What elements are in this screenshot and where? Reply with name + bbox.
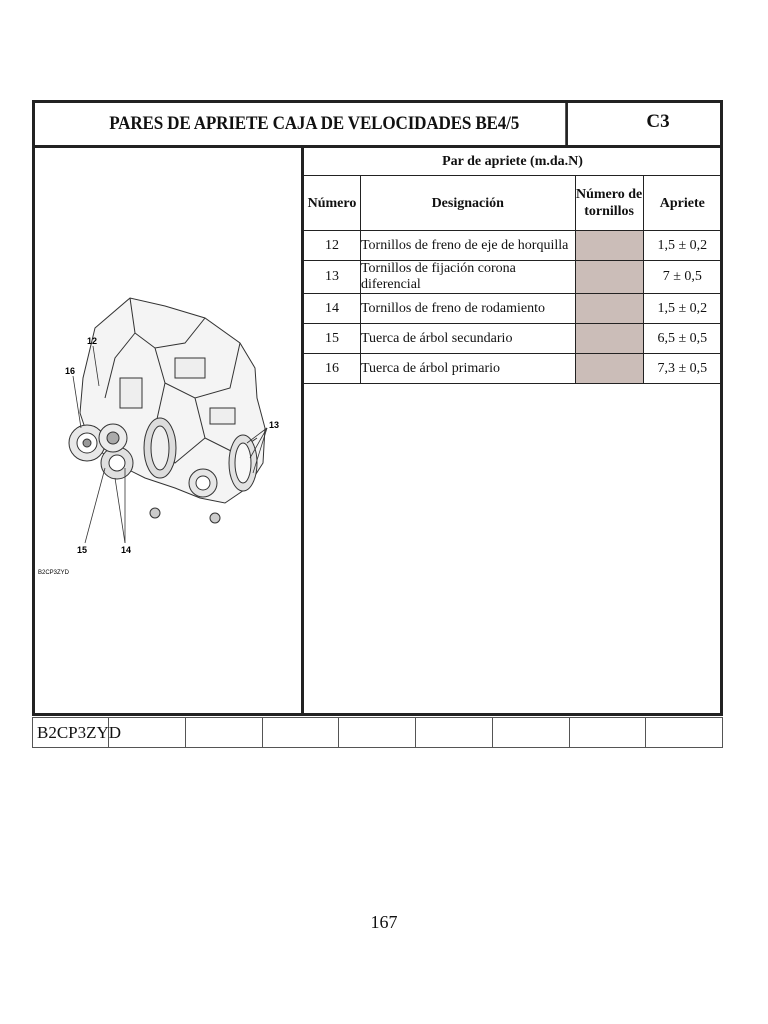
row-apriete: 6,5 ± 0,5 (643, 324, 721, 354)
col-tornillos: Número de tornillos (575, 176, 643, 231)
torque-table (303, 147, 722, 384)
figure-panel (35, 148, 304, 716)
row-apriete: 1,5 ± 0,2 (643, 294, 721, 324)
figure-ref: B2CP3ZYD (38, 570, 70, 576)
footer-cell (186, 718, 263, 747)
torque-sheet (32, 100, 723, 716)
callout-15: 15 (77, 545, 88, 555)
row-apriete: 7,3 ± 0,5 (643, 354, 721, 384)
table-row (304, 294, 722, 324)
table-row (304, 231, 722, 261)
group-header: Par de apriete (m.da.N) (304, 148, 722, 176)
row-designacion: Tornillos de freno de eje de horquilla (360, 231, 575, 261)
row-designacion: Tornillos de fijación corona diferencial (360, 261, 575, 294)
row-tornillos (575, 294, 643, 324)
row-apriete: 7 ± 0,5 (643, 261, 721, 294)
footer-cell (493, 718, 570, 747)
col-apriete: Apriete (643, 176, 721, 231)
table-panel (304, 148, 720, 716)
table-row (304, 261, 722, 294)
row-designacion: Tuerca de árbol primario (360, 354, 575, 384)
row-designacion: Tuerca de árbol secundario (360, 324, 575, 354)
title-row (35, 103, 720, 148)
sheet-code: C3 (646, 111, 670, 132)
callout-16: 16 (65, 366, 76, 376)
col-numero: Número (304, 176, 361, 231)
row-numero: 16 (304, 354, 361, 384)
row-numero: 12 (304, 231, 361, 261)
row-numero: 13 (304, 261, 361, 294)
footer-cell (570, 718, 647, 747)
footer-cell (416, 718, 493, 747)
footer-cell (339, 718, 416, 747)
callout-13: 13 (269, 420, 280, 430)
page-number: 167 (370, 912, 398, 932)
callout-12: 12 (87, 336, 98, 346)
row-apriete: 1,5 ± 0,2 (643, 231, 721, 261)
footer-ref: B2CP3ZYD (33, 718, 109, 747)
col-designacion: Designación (360, 176, 575, 231)
row-numero: 14 (304, 294, 361, 324)
row-tornillos (575, 231, 643, 261)
footer-row (32, 717, 723, 748)
row-tornillos (575, 354, 643, 384)
row-tornillos (575, 324, 643, 354)
row-tornillos (575, 261, 643, 294)
callout-14: 14 (121, 545, 132, 555)
footer-cell (109, 718, 186, 747)
gearbox-diagram (35, 288, 301, 588)
footer-cell (646, 718, 722, 747)
sheet-title: PARES DE APRIETE CAJA DE VELOCIDADES BE4/5 (63, 103, 568, 145)
table-row (304, 324, 722, 354)
row-numero: 15 (304, 324, 361, 354)
footer-cell (263, 718, 340, 747)
table-row (304, 354, 722, 384)
row-designacion: Tornillos de freno de rodamiento (360, 294, 575, 324)
